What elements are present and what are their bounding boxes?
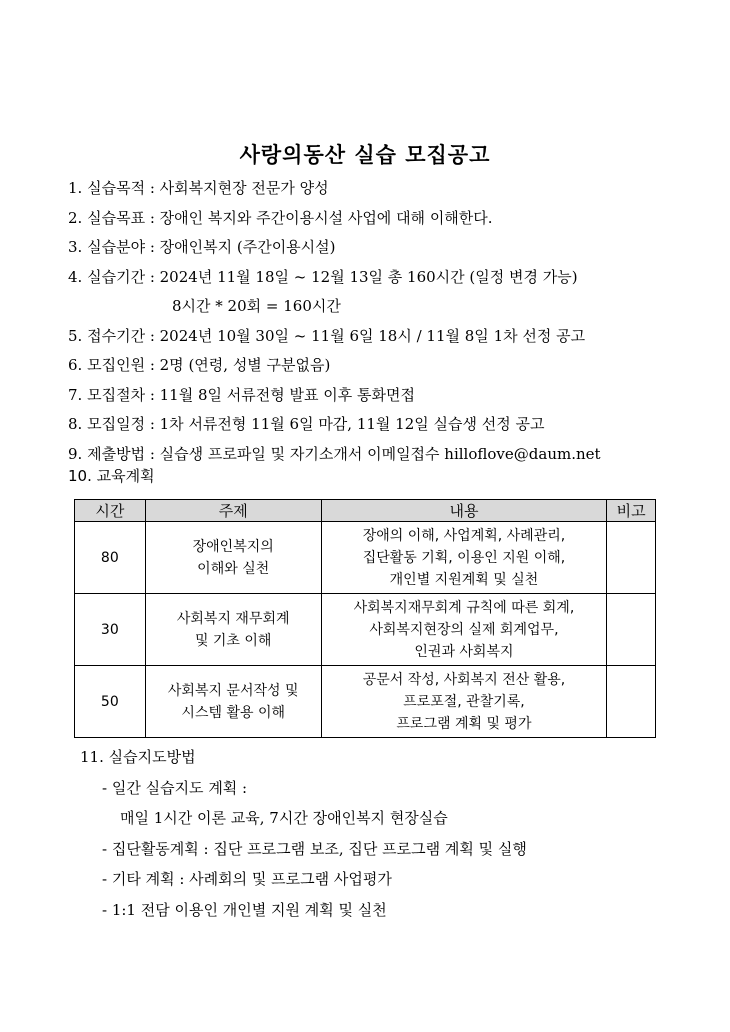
topic-line: 시스템 활용 이해 — [181, 704, 285, 721]
header-time: 시간 — [75, 500, 146, 522]
item-number: 3. — [68, 238, 83, 256]
item-text: 실습기간 : 2024년 11월 18일 ~ 12월 13일 총 160시간 (일정 변경 가능) — [87, 267, 578, 286]
header-topic: 주제 — [145, 500, 321, 522]
cell-topic — [145, 594, 321, 666]
list-item — [68, 208, 678, 238]
cell-content — [321, 666, 606, 738]
item-number: 2. — [68, 208, 83, 227]
content-line: 장애의 이해, 사업계획, 사례관리, — [362, 527, 566, 544]
guidance-line: - 일간 실습지도 계획 : — [102, 778, 248, 797]
item-text: 실습목적 : 사회복지현장 전문가 양성 — [87, 179, 329, 197]
content-line: 프로그램 계획 및 평가 — [396, 715, 532, 732]
item-text: 제출방법 : 실습생 프로파일 및 자기소개서 이메일접수 hilloflove@daum.net — [87, 444, 601, 463]
table-row — [75, 522, 656, 594]
content-line: 개인별 지원계획 및 실천 — [389, 571, 539, 588]
item-number: 8. — [68, 415, 83, 433]
content-line: 집단활동 기획, 이용인 지원 이해, — [362, 549, 566, 566]
table-header-row — [75, 500, 656, 522]
item-number: 7. — [68, 385, 83, 404]
header-content: 내용 — [321, 500, 606, 522]
cell-note — [607, 522, 656, 594]
item-text: 모집인원 : 2명 (연령, 성별 구분없음) — [87, 356, 331, 374]
item-number: 4. — [68, 267, 83, 286]
education-plan-heading: 10. 교육계획 — [68, 467, 155, 485]
cell-content — [321, 594, 606, 666]
topic-line: 사회복지 재무회계 — [176, 610, 290, 627]
guidance-line: - 1:1 전담 이용인 개인별 지원 계획 및 실천 — [102, 900, 387, 919]
cell-hours: 80 — [75, 522, 146, 594]
guidance-line: 매일 1시간 이론 교육, 7시간 장애인복지 현장실습 — [120, 809, 448, 827]
list-item — [68, 414, 678, 444]
list-item — [68, 178, 678, 208]
cell-note — [607, 594, 656, 666]
content-line: 사회복지현장의 실제 회계업무, — [369, 621, 559, 638]
item-number: 9. — [68, 444, 83, 463]
item-text: 접수기간 : 2024년 10월 30일 ~ 11월 6일 18시 / 11월 8일 1차 선정 공고 — [87, 326, 586, 345]
header-note: 비고 — [607, 500, 656, 522]
cell-content — [321, 522, 606, 594]
topic-line: 이해와 실천 — [197, 560, 270, 577]
list-item — [68, 326, 678, 356]
list-item — [68, 237, 678, 267]
topic-line: 사회복지 문서작성 및 — [167, 682, 299, 699]
item-text: 실습목표 : 장애인 복지와 주간이용시설 사업에 대해 이해한다. — [87, 208, 493, 227]
item-number: 1. — [68, 179, 83, 197]
page-title: 사랑의동산 실습 모집공고 — [239, 142, 491, 167]
education-plan-table — [74, 499, 656, 738]
list-item — [68, 385, 678, 415]
item-number: 6. — [68, 356, 83, 374]
topic-line: 장애인복지의 — [192, 538, 274, 555]
content-line: 인권과 사회복지 — [414, 643, 514, 660]
content-line: 사회복지재무회계 규칙에 따른 회계, — [353, 599, 575, 616]
recruitment-info-list — [68, 178, 678, 473]
item-text: 실습분야 : 장애인복지 (주간이용시설) — [87, 238, 336, 256]
list-item — [68, 355, 678, 385]
item-text: 8시간 * 20회 = 160시간 — [172, 297, 341, 315]
topic-line: 및 기초 이해 — [194, 632, 272, 649]
cell-hours: 30 — [75, 594, 146, 666]
item-text: 모집절차 : 11월 8일 서류전형 발표 이후 통화면접 — [87, 385, 415, 404]
list-item — [68, 267, 678, 297]
cell-hours: 50 — [75, 666, 146, 738]
cell-topic — [145, 522, 321, 594]
guidance-line: - 기타 계획 : 사례회의 및 프로그램 사업평가 — [102, 870, 392, 888]
list-item — [68, 444, 678, 474]
guidance-section — [80, 747, 527, 930]
item-text: 모집일정 : 1차 서류전형 11월 6일 마감, 11월 12일 실습생 선정 공고 — [87, 415, 545, 433]
list-item-continuation — [68, 296, 678, 326]
content-line: 공문서 작성, 사회복지 전산 활용, — [362, 671, 566, 688]
table-row — [75, 594, 656, 666]
table-row — [75, 666, 656, 738]
item-number: 5. — [68, 326, 83, 345]
cell-note — [607, 666, 656, 738]
guidance-line: - 집단활동계획 : 집단 프로그램 보조, 집단 프로그램 계획 및 실행 — [102, 839, 527, 858]
content-line: 프로포절, 관찰기록, — [403, 693, 525, 710]
cell-topic — [145, 666, 321, 738]
guidance-heading: 11. 실습지도방법 — [80, 748, 196, 766]
